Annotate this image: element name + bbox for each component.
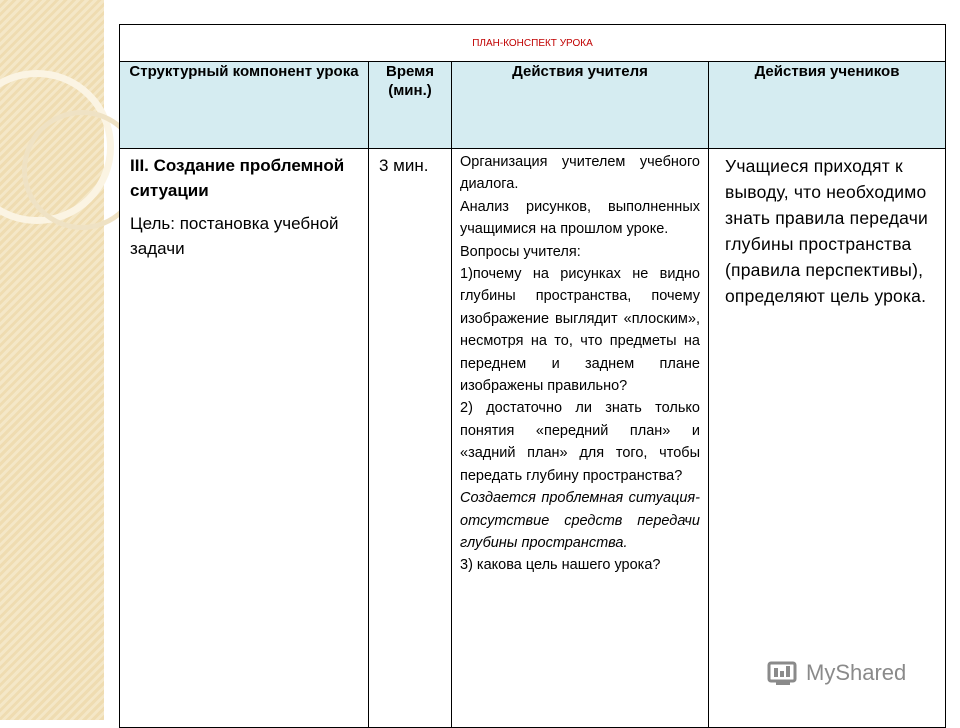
time-cell: 3 мин.	[369, 149, 452, 728]
column-header: Время (мин.)	[369, 62, 452, 149]
stage-title: III. Создание проблемной ситуации	[130, 156, 345, 200]
student-actions-cell: Учащиеся приходят к выводу, что необходимо знать правила передачи глубины пространства (правила перспективы), определяют цель урока.	[709, 149, 946, 728]
teacher-action-paragraph: 1)почему на рисунках не видно глубины пространства, почему изображение выглядит «плоским», несмотря на то, что предметы на переднем и заднем плане изображены правильно?	[460, 266, 700, 395]
lesson-plan-table	[119, 24, 946, 728]
column-header: Структурный компонент урока	[120, 62, 369, 149]
column-header: Действия учеников	[709, 62, 946, 149]
header-row	[120, 62, 946, 149]
myshared-logo-icon	[766, 657, 800, 689]
teacher-action-paragraph: Организация учителем учебного диалога.	[460, 154, 700, 193]
teacher-action-paragraph: Создается проблемная ситуация- отсутствие средств передачи глубины пространства.	[460, 490, 700, 551]
teacher-action-paragraph: 2) достаточно ли знать только понятия «передний план» и «задний план» для того, чтобы передать глубину пространства?	[460, 400, 700, 484]
teacher-action-paragraph: Вопросы учителя:	[460, 243, 581, 260]
table-title: ПЛАН-КОНСПЕКТ УРОКА	[120, 25, 946, 62]
teacher-actions-cell	[452, 149, 709, 728]
title-row	[120, 25, 946, 62]
teacher-action-paragraph: 3) какова цель нашего урока?	[460, 557, 661, 574]
watermark	[766, 655, 906, 691]
table-row	[120, 149, 946, 728]
stage-goal: Цель: постановка учебной задачи	[130, 214, 339, 258]
decorative-left-strip	[0, 0, 104, 720]
watermark-text: MyShared	[806, 660, 907, 685]
teacher-action-paragraph: Анализ рисунков, выполненных учащимися на прошлом уроке.	[460, 198, 700, 238]
stage-cell	[120, 149, 369, 728]
column-header: Действия учителя	[452, 62, 709, 149]
